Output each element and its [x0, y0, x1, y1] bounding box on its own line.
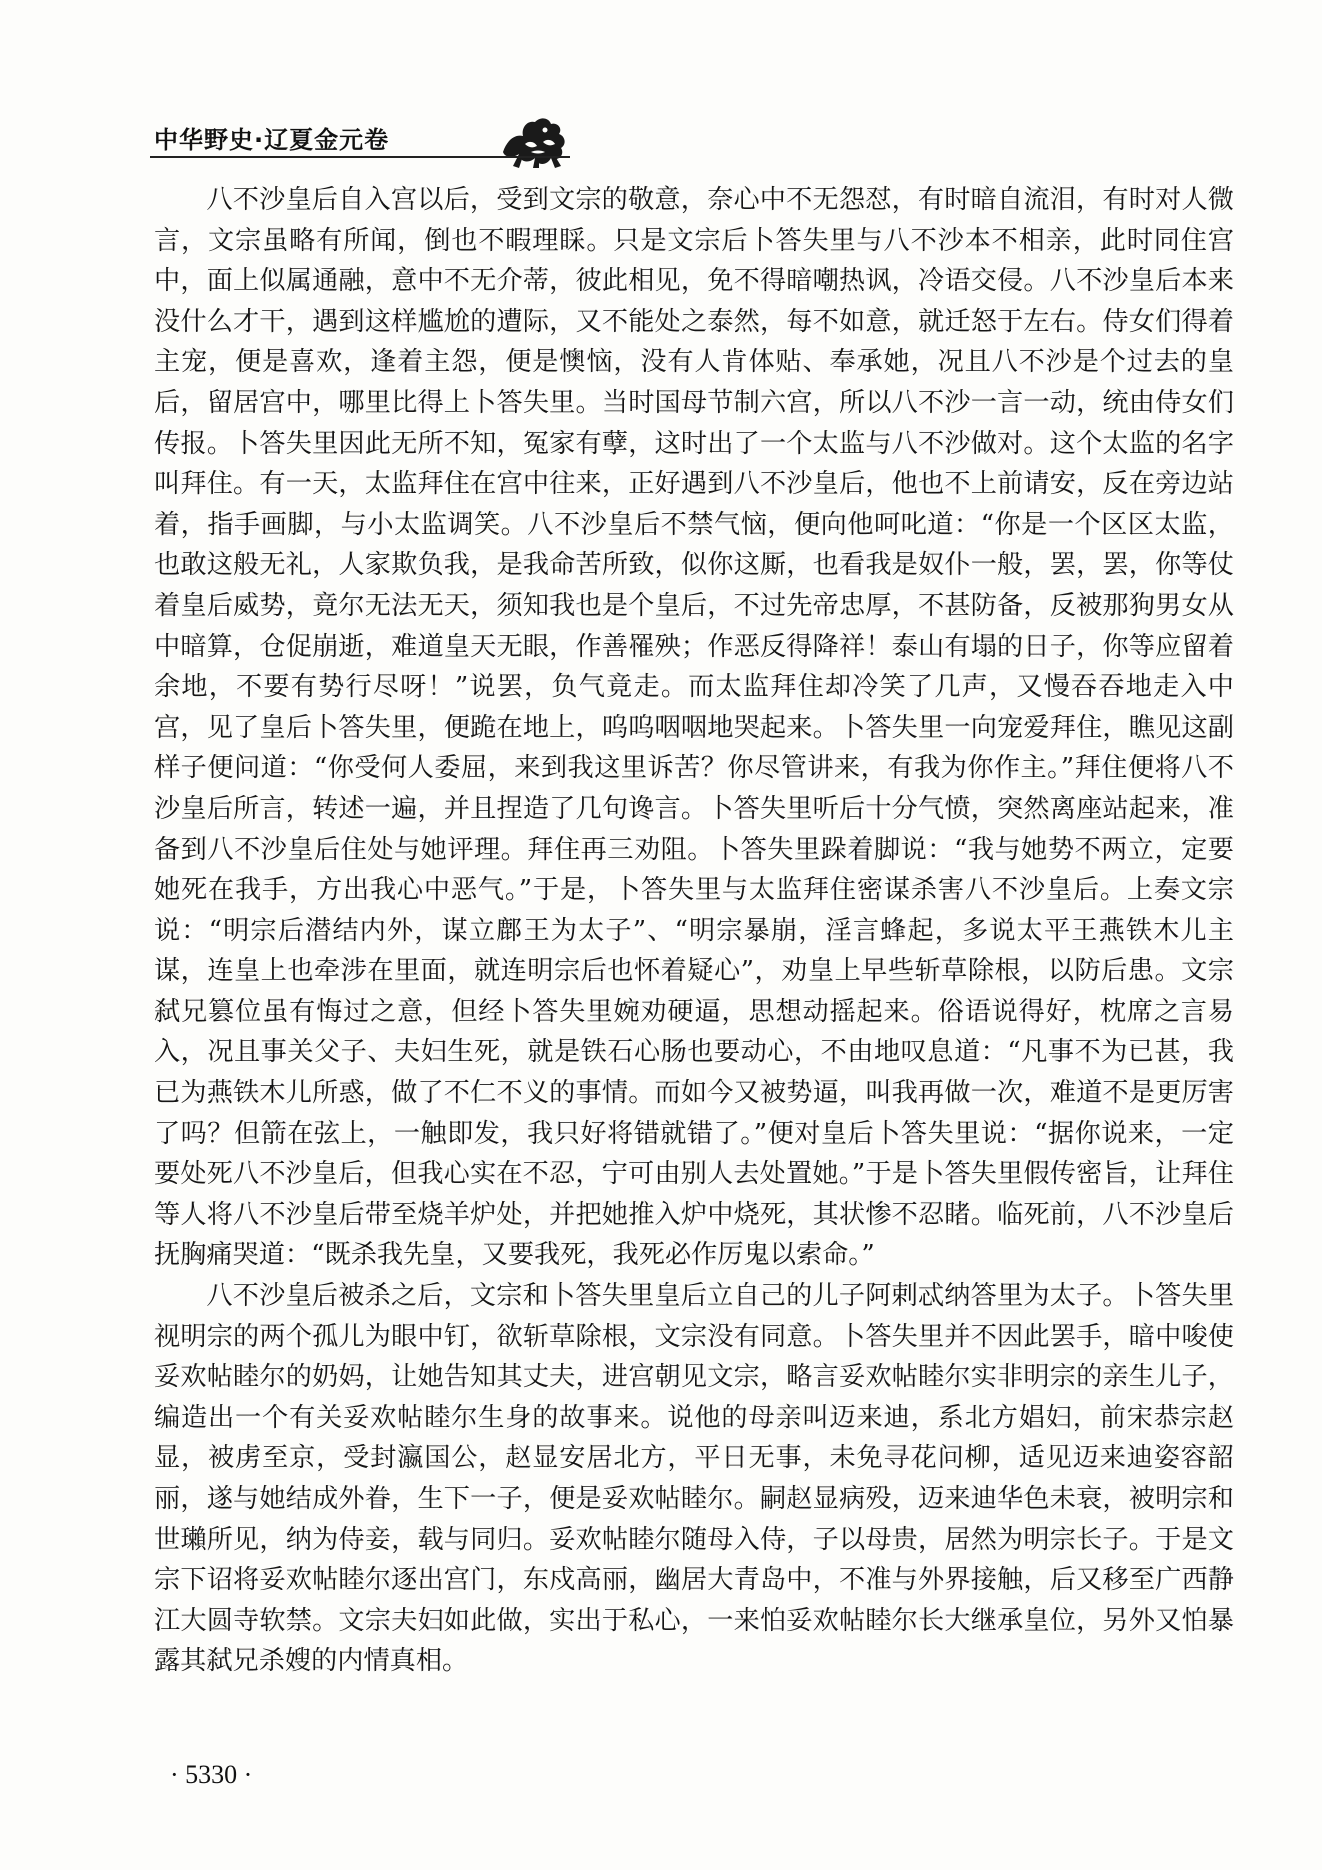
paragraph-1: 八不沙皇后自入宫以后，受到文宗的敬意，奈心中不无怨怼，有时暗自流泪，有时对人微言，文宗虽略有所闻，倒也不暇理睬。只是文宗后卜答失里与八不沙本不相亲，此时同住宫中，面上似属通融，意中不无介蒂，彼此相见，免不得暗嘲热讽，冷语交侵。八不沙皇后本来没什么才干，遇到这样尴尬的遭际，又不能处之泰然，每不如意，就迁怒于左右。侍女们得着主宠，便是喜欢，逢着主怨，便是懊恼，没有人肯体贴、奉承她，况且八不沙是个过去的皇后，留居宫中，哪里比得上卜答失里。当时国母节制六宫，所以八不沙一言一动，统由侍女们传报。卜答失里因此无所不知，冤家有孽，这时出了一个太监与八不沙做对。这个太监的名字叫拜住。有一天，太监拜住在宫中往来，正好遇到八不沙皇后，他也不上前请安，反在旁边站着，指手画脚，与小太监调笑。八不沙皇后不禁气恼，便向他呵叱道：“你是一个区区太监，也敢这般无礼，人家欺负我，是我命苦所致，似你这厮，也看我是奴仆一般，罢，罢，你等仗着皇后威势，竟尔无法无天，须知我也是个皇后，不过先帝忠厚，不甚防备，反被那狗男女从中暗算，仓促崩逝，难道皇天无眼，作善罹殃；作恶反得降祥！泰山有塌的日子，你等应留着余地，不要有势行尽呀！”说罢，负气竟走。而太监拜住却冷笑了几声，又慢吞吞地走入中宫，见了皇后卜答失里，便跪在地上，呜呜咽咽地哭起来。卜答失里一向宠爱拜住，瞧见这副样子便问道：“你受何人委屈，来到我这里诉苦？你尽管讲来，有我为你作主。”拜住便将八不沙皇后所言，转述一遍，并且捏造了几句谗言。卜答失里听后十分气愤，突然离座站起来，准备到八不沙皇后住处与她评理。拜住再三劝阻。卜答失里跺着脚说：“我与她势不两立，定要她死在我手，方出我心中恶气。”于是，卜答失里与太监拜住密谋杀害八不沙皇后。上奏文宗说：“明宗后潜结内外，谋立鄜王为太子”、“明宗暴崩，淫言蜂起，多说太平王燕铁木儿主谋，连皇上也牵涉在里面，就连明宗后也怀着疑心”，劝皇上早些斩草除根，以防后患。文宗弑兄篡位虽有悔过之意，但经卜答失里婉劝硬逼，思想动摇起来。俗语说得好，枕席之言易入，况且事关父子、夫妇生死，就是铁石心肠也要动心，不由地叹息道：“凡事不为已甚，我已为燕铁木儿所惑，做了不仁不义的事情。而如今又被势逼，叫我再做一次，难道不是更厉害了吗？但箭在弦上，一触即发，我只好将错就错了。”便对皇后卜答失里说：“据你说来，一定要处死八不沙皇后，但我心实在不忍，宁可由别人去处置她。”于是卜答失里假传密旨，让拜住等人将八不沙皇后带至烧羊炉处，并把她推入炉中烧死，其状惨不忍睹。临死前，八不沙皇后抚胸痛哭道：“既杀我先皇，又要我死，我死必作厉鬼以索命。” [154, 185, 1234, 1271]
book-title: 中华野史·辽夏金元卷 [154, 126, 390, 154]
header-rule [150, 156, 570, 158]
page-number: · 5330 · [170, 1760, 253, 1789]
running-header [150, 112, 1250, 172]
paragraph-2: 八不沙皇后被杀之后，文宗和卜答失里皇后立自己的儿子阿剌忒纳答里为太子。卜答失里视明宗的两个孤儿为眼中钉，欲斩草除根，文宗没有同意。卜答失里并不因此罢手，暗中唆使妥欢帖睦尔的奶妈，让她告知其丈夫，进宫朝见文宗，略言妥欢帖睦尔实非明宗的亲生儿子，编造出一个有关妥欢帖睦尔生身的故事来。说他的母亲叫迈来迪，系北方娼妇，前宋恭宗赵显，被虏至京，受封瀛国公，赵显安居北方，平日无事，未免寻花问柳，适见迈来迪姿容韶丽，遂与她结成外眷，生下一子，便是妥欢帖睦尔。嗣赵显病殁，迈来迪华色未衰，被明宗和世瓎所见，纳为侍妾，载与同归。妥欢帖睦尔随母入侍，子以母贵，居然为明宗长子。于是文宗下诏将妥欢帖睦尔逐出宫门，东戍高丽，幽居大青岛中，不准与外界接触，后又移至广西静江大圆寺软禁。文宗夫妇如此做，实出于私心，一来怕妥欢帖睦尔长大继承皇位，另外又怕暴露其弑兄杀嫂的内情真相。 [154, 1281, 1234, 1677]
body-text [154, 180, 1234, 1682]
dragon-emblem-icon [495, 112, 575, 170]
